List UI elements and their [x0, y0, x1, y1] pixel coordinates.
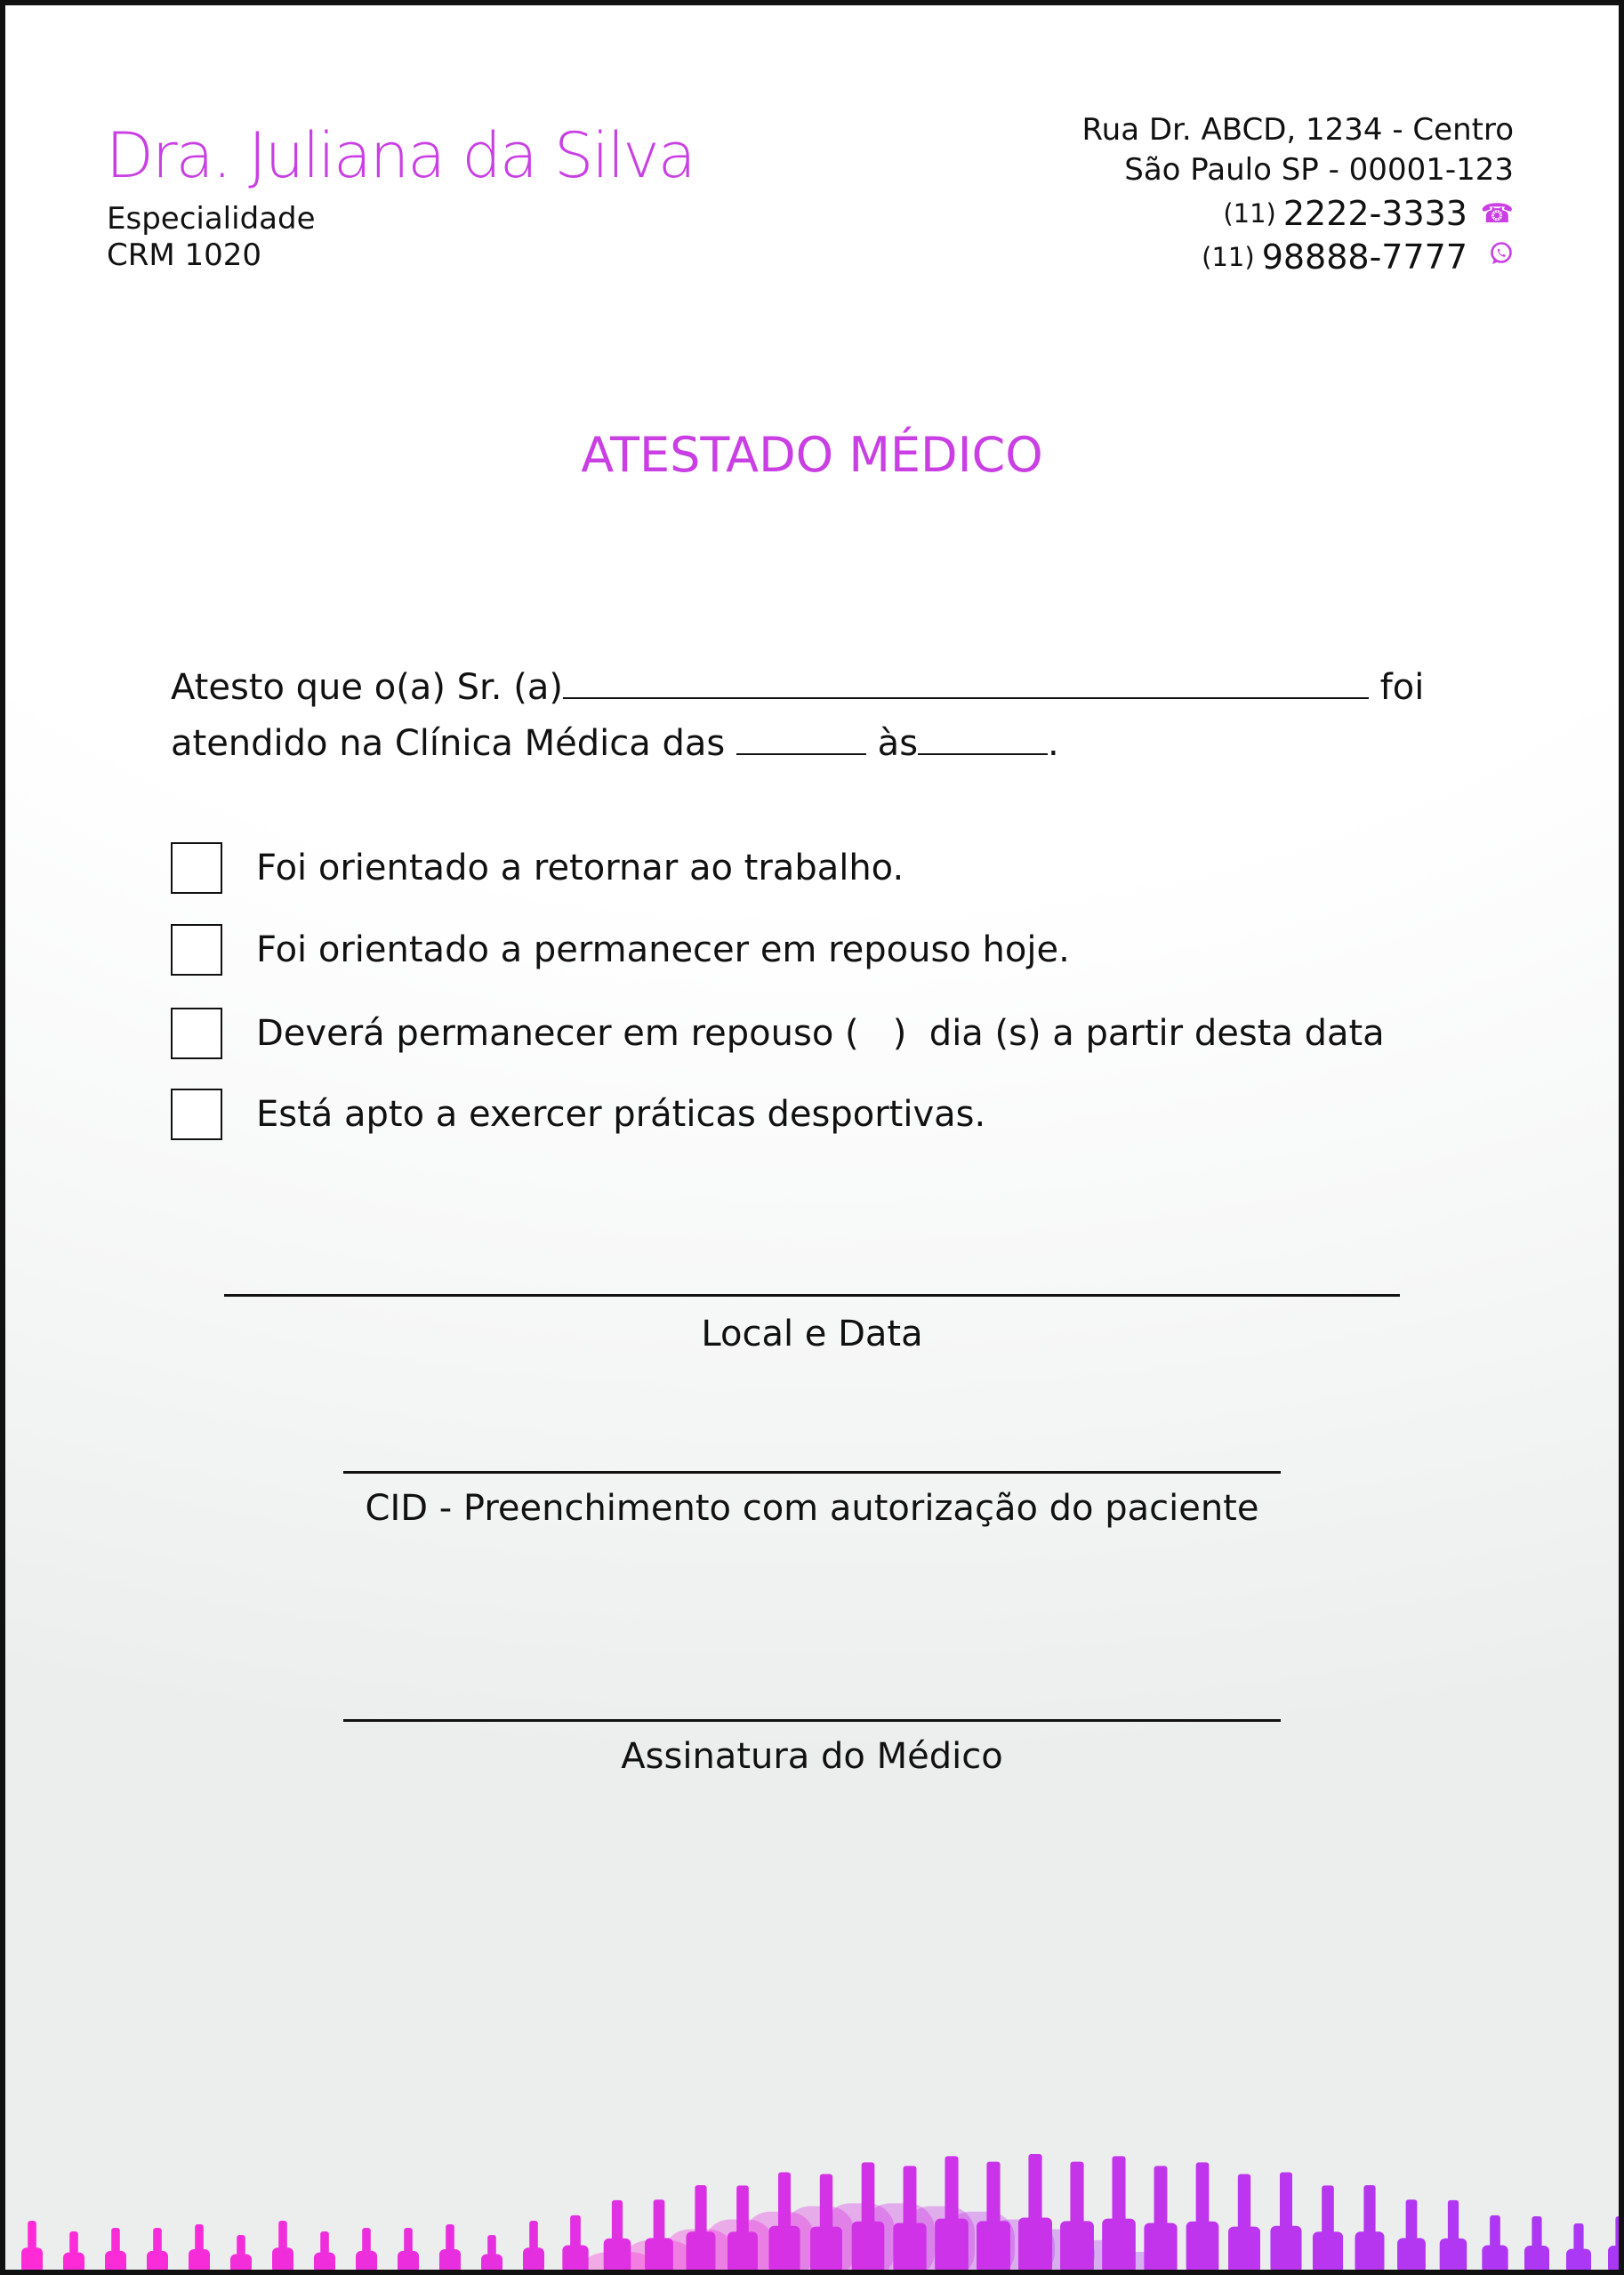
- statement-text-2: foi: [1368, 667, 1425, 708]
- checkbox-rest-days[interactable]: [171, 1008, 222, 1059]
- cid-label: CID - Preenchimento com autorização do paciente: [365, 1488, 1259, 1529]
- address-line-1: Rua Dr. ABCD, 1234 - Centro: [1081, 112, 1514, 148]
- option-rest-today: [171, 924, 1070, 976]
- option-return-to-work: [171, 842, 904, 894]
- decorative-bottle-pattern: [5, 2136, 1619, 2270]
- end-time-blank[interactable]: [918, 718, 1048, 755]
- checkbox-fit-for-sports[interactable]: [171, 1089, 222, 1140]
- doctor-crm: CRM 1020: [107, 237, 262, 273]
- whatsapp-icon: [1475, 237, 1514, 277]
- statement-text-4: às: [865, 723, 919, 764]
- option-label: Foi orientado a permanecer em repouso hoje.: [256, 929, 1070, 970]
- start-time-blank[interactable]: [736, 718, 866, 755]
- option-label: Deverá permanecer em repouso ( ) dia (s) a partir desta data: [256, 1013, 1385, 1054]
- option-label: Foi orientado a retornar ao trabalho.: [256, 848, 904, 888]
- signature-label: Assinatura do Médico: [621, 1736, 1003, 1777]
- statement-text-5: .: [1048, 723, 1059, 764]
- checkbox-rest-today[interactable]: [171, 924, 222, 976]
- phone-area-code: (11): [1223, 198, 1276, 229]
- phone-number: 2222-3333: [1282, 194, 1467, 233]
- doctor-name: Dra. Juliana da Silva: [106, 119, 695, 192]
- cid-line[interactable]: [343, 1471, 1281, 1474]
- statement-line-1: [171, 662, 1424, 708]
- contact-block: [1082, 110, 1514, 277]
- statement-line-2: [171, 718, 1059, 764]
- option-fit-for-sports: [171, 1089, 985, 1140]
- whatsapp-area-code: (11): [1202, 242, 1255, 272]
- option-rest-days: [171, 1008, 1385, 1059]
- signature-line[interactable]: [343, 1719, 1281, 1722]
- statement-text-3: atendido na Clínica Médica das: [171, 723, 736, 764]
- address-line-2: São Paulo SP - 00001-123: [1124, 152, 1514, 188]
- whatsapp-line: [1082, 237, 1514, 277]
- statement-text-1: Atesto que o(a) Sr. (a): [171, 667, 563, 708]
- telephone-icon: ☎: [1480, 198, 1514, 229]
- doctor-specialty: Especialidade: [107, 201, 316, 237]
- patient-name-blank[interactable]: [563, 662, 1369, 699]
- phone-line: [1082, 194, 1514, 234]
- option-label: Está apto a exercer práticas desportivas.: [256, 1094, 986, 1135]
- document-title: ATESTADO MÉDICO: [581, 427, 1043, 483]
- whatsapp-number: 98888-7777: [1261, 237, 1467, 277]
- doctor-info: [107, 201, 315, 274]
- place-date-label: Local e Data: [701, 1314, 923, 1355]
- place-date-line[interactable]: [224, 1294, 1400, 1297]
- checkbox-return-to-work[interactable]: [171, 842, 222, 894]
